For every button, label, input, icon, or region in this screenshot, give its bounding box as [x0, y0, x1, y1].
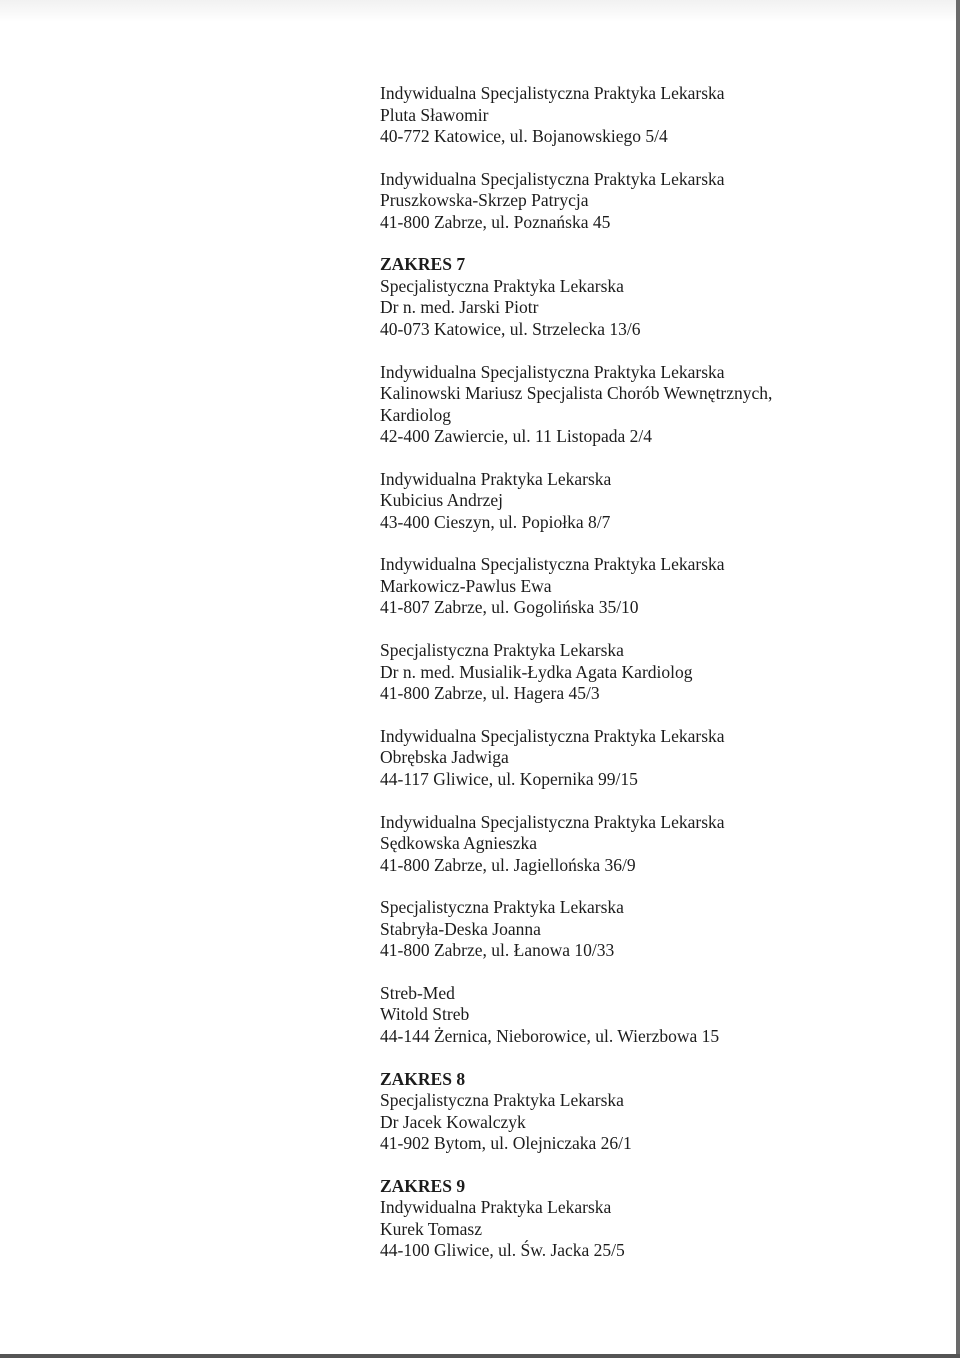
practice-entry: [380, 1176, 940, 1262]
practice-entry: [380, 554, 940, 619]
entry-name: Sędkowska Agnieszka: [380, 833, 537, 853]
entry-name: Markowicz-Pawlus Ewa: [380, 575, 552, 596]
entry-address: 42-400 Zawiercie, ul. 11 Listopada 2/4: [380, 426, 652, 447]
practice-entry: [380, 469, 940, 534]
entry-name: Dr n. med. Musialik-Łydka Agata Kardiolog: [380, 661, 693, 682]
entry-practice-type: Indywidualna Specjalistyczna Praktyka Lekarska: [380, 554, 725, 575]
entry-name: Obrębska Jadwiga: [380, 747, 509, 768]
practice-entry: [380, 362, 940, 448]
entry-address: 41-800 Zabrze, ul. Jagiellońska 36/9: [380, 854, 636, 875]
practice-entry: [380, 812, 940, 877]
entry-name: Pruszkowska-Skrzep Patrycja: [380, 190, 589, 211]
entry-practice-type: Specjalistyczna Praktyka Lekarska: [380, 1090, 624, 1111]
entry-practice-type: Indywidualna Praktyka Lekarska: [380, 1197, 612, 1218]
entry-practice-type: Specjalistyczna Praktyka Lekarska: [380, 640, 624, 661]
entry-address: 44-117 Gliwice, ul. Kopernika 99/15: [380, 768, 638, 789]
scan-shadow-top: [0, 0, 960, 22]
entry-name: Dr n. med. Jarski Piotr: [380, 297, 539, 318]
entry-practice-type: Indywidualna Specjalistyczna Praktyka Lekarska: [380, 168, 725, 189]
entry-address: 41-800 Zabrze, ul. Poznańska 45: [380, 211, 611, 232]
entry-address: 44-144 Żernica, Nieborowice, ul. Wierzbowa 15: [380, 1025, 720, 1046]
entry-address: 41-807 Zabrze, ul. Gogolińska 35/10: [380, 597, 639, 618]
entry-practice-type: Indywidualna Specjalistyczna Praktyka Lekarska: [380, 83, 725, 103]
entry-practice-type: Indywidualna Specjalistyczna Praktyka Lekarska: [380, 361, 725, 382]
entry-practice-type: Streb-Med: [380, 982, 455, 1003]
practice-entry: [380, 83, 940, 148]
practice-entry: [380, 983, 940, 1048]
entry-practice-type: Specjalistyczna Praktyka Lekarska: [380, 897, 624, 918]
entry-address: 44-100 Gliwice, ul. Św. Jacka 25/5: [380, 1240, 625, 1261]
entry-address: 41-800 Zabrze, ul. Łanowa 10/33: [380, 940, 615, 961]
entry-address: 41-800 Zabrze, ul. Hagera 45/3: [380, 683, 600, 704]
practice-entry: [380, 897, 940, 962]
entry-address: 41-902 Bytom, ul. Olejniczaka 26/1: [380, 1133, 632, 1154]
entry-name: Kardiolog: [380, 404, 451, 425]
entry-practice-type: Specjalistyczna Praktyka Lekarska: [380, 275, 624, 296]
entry-name: Kalinowski Mariusz Specjalista Chorób Wewnętrznych,: [380, 383, 773, 404]
entry-practice-type: Indywidualna Specjalistyczna Praktyka Lekarska: [380, 725, 725, 746]
practice-entry: [380, 254, 940, 340]
practice-entry: [380, 640, 940, 705]
practice-entry: [380, 169, 940, 234]
entry-practice-type: Indywidualna Praktyka Lekarska: [380, 468, 612, 489]
entry-name: Stabryła-Deska Joanna: [380, 918, 541, 939]
practice-list: [380, 83, 940, 1283]
section-heading: ZAKRES 8: [380, 1068, 466, 1089]
entry-name: Kubicius Andrzej: [380, 490, 503, 511]
entry-name: Witold Streb: [380, 1004, 470, 1025]
scan-edge-bottom: [0, 1354, 960, 1358]
entry-name: Dr Jacek Kowalczyk: [380, 1111, 526, 1132]
section-heading: ZAKRES 7: [380, 254, 466, 275]
practice-entry: [380, 1069, 940, 1155]
entry-address: 40-772 Katowice, ul. Bojanowskiego 5/4: [380, 126, 668, 146]
entry-practice-type: Indywidualna Specjalistyczna Praktyka Lekarska: [380, 811, 725, 832]
entry-address: 40-073 Katowice, ul. Strzelecka 13/6: [380, 318, 641, 339]
entry-name: Pluta Sławomir: [380, 104, 489, 125]
scan-edge-right: [956, 0, 960, 1358]
entry-address: 43-400 Cieszyn, ul. Popiołka 8/7: [380, 511, 611, 532]
entry-name: Kurek Tomasz: [380, 1218, 482, 1239]
section-heading: ZAKRES 9: [380, 1175, 466, 1196]
practice-entry: [380, 726, 940, 791]
